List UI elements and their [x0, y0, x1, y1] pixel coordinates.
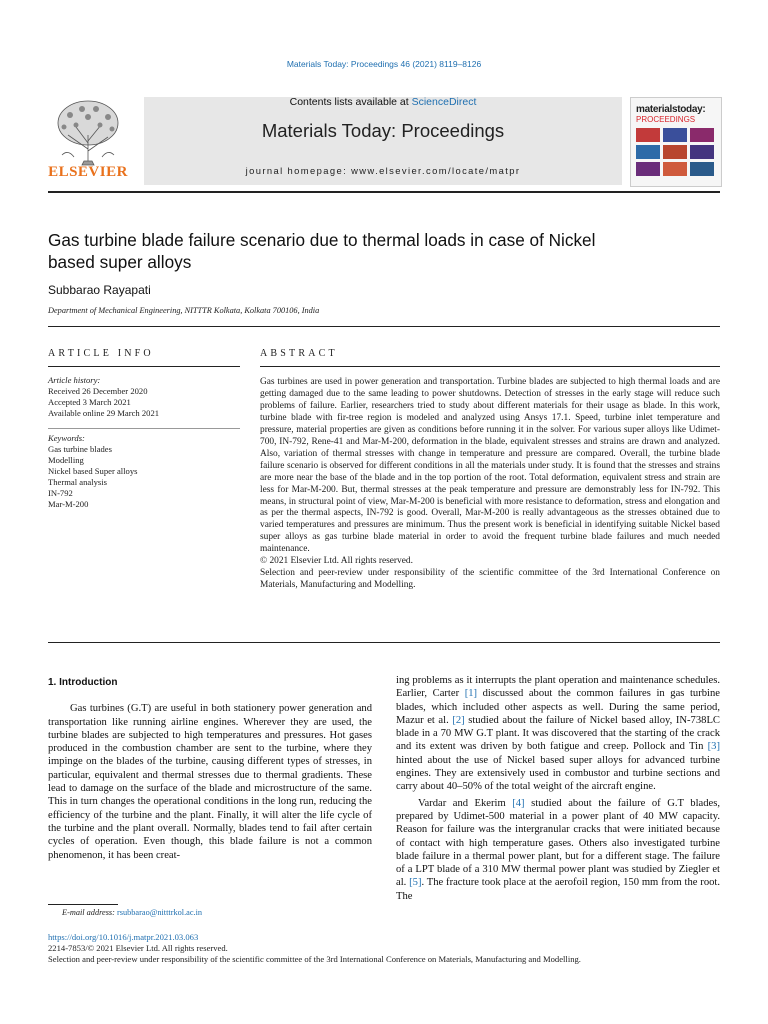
issn-copyright: 2214-7853/© 2021 Elsevier Ltd. All rights reserved.: [48, 943, 228, 953]
journal-banner: [144, 97, 622, 185]
article-title-line-2: based super alloys: [48, 252, 192, 272]
citation-ref-5[interactable]: [5]: [409, 877, 422, 889]
keyword: Mar-M-200: [48, 499, 89, 509]
affiliation: Department of Mechanical Engineering, NITTTR Kolkata, Kolkata 700106, India: [48, 306, 320, 315]
abstract-peer-review: Selection and peer-review under responsibility of the scientific committee of the 3rd International Conference on Materials, Manufacturing and Modelling.: [260, 568, 720, 591]
citation-ref-2[interactable]: [2]: [452, 714, 465, 726]
keyword: Modelling: [48, 455, 84, 465]
journal-citation[interactable]: Materials Today: Proceedings 46 (2021) 8119–8126: [286, 59, 482, 69]
header-rule: [48, 191, 720, 193]
received-date: Received 26 December 2020: [48, 386, 148, 396]
contents-prefix: Contents lists available at: [289, 96, 412, 108]
history-label: Article history:: [48, 375, 101, 385]
article-title-line-1: Gas turbine blade failure scenario due to thermal loads in case of Nickel: [48, 230, 596, 250]
citation-ref-4[interactable]: [4]: [512, 797, 525, 809]
abstract-text: Gas turbines are used in power generation and transportation. Turbine blades are subjected to high thermal loads and are getting damaged due to the same leading to power shutdowns. Detection of stresses in the early stage will reduce such problems of failure. Earlier, researchers tried to study about different materials for their usage as blade. In this work, turbine blade with fir-tree region is modeled and analyzed using Ansys 17.1. Speed, turbine inlet temperature and pressure, material properties are given as conditions before running it in the solver. For various super alloys like Udimet-700, IN-792, Rene-41 and Mar-M-200, deformation in the blade, equivalent stresses and strains are drawn and analyzed. Also, variation of thermal stresses with change in temperature and pressure are compared. Overall, the turbine blade failure scenario is observed for different conditions in all the materials under study. It is found that the stresses and strains are more near the base of the blade and in the top portion of the root. Total deformation, equivalent stress and strain are less for Mar-M-200. But, thermal stresses at the peak temperature and pressure are demonstrably less for IN-792. This means, in structural point of view, Mar-M-200 is beneficial with more resistance to deformation, stress and elongation and as per the thermal aspects, IN-792 is good. Overall, Mar-M-200 is really advantageous as the stresses obtained due to varied temperatures and pressures are minimum. Thus the present work is beneficial in identifying suitable Nickel based super alloys as gas turbine blade material in order to avoid the frequent turbine blade failures and much needed maintenance.: [260, 377, 720, 555]
cover-subtitle: PROCEEDINGS: [636, 115, 696, 124]
footer-selection: Selection and peer-review under responsibility of the scientific committee of the 3rd International Conference on Materials, Manufacturing and Modelling.: [48, 954, 581, 964]
abstract-heading: ABSTRACT: [260, 348, 338, 359]
footnote-rule: [48, 904, 118, 905]
article-title: [48, 229, 720, 273]
intro-left-column: [48, 676, 372, 862]
title-rule: [48, 326, 720, 327]
sciencedirect-link[interactable]: ScienceDirect: [411, 96, 477, 108]
article-info-heading: ARTICLE INFO: [48, 348, 154, 359]
abstract-rule: [260, 366, 720, 367]
journal-title: Materials Today: Proceedings: [261, 120, 505, 141]
keyword: Gas turbine blades: [48, 444, 112, 454]
intro-paragraph-3: Vardar and Ekerim [4] studied about the failure of G.T blades, prepared by Udimet-500 material in a power plant of 40 MW capacity. Reason for failure was the intergranular cracks that were initiated because of contact with high temperature gases. Others also investigated turbine blade failure in a thermal power plant, but for a different stage. The failure of a LPT blade of a 310 MW thermal power plant was studied by Ziegler et al. [5]. The fracture took place at the aerofoil region, 150 mm from the root. The: [396, 797, 721, 902]
abstract-body: [260, 377, 720, 592]
article-history: [48, 375, 248, 419]
section-heading-introduction: 1. Introduction: [48, 677, 118, 688]
journal-homepage[interactable]: journal homepage: www.elsevier.com/locate/matpr: [245, 165, 521, 176]
cover-title: materialstoday:: [636, 104, 706, 115]
keyword: Nickel based Super alloys: [48, 466, 138, 476]
email-label: E-mail address:: [62, 908, 117, 917]
keyword: Thermal analysis: [48, 477, 107, 487]
citation-ref-3[interactable]: [3]: [707, 741, 720, 753]
abstract-copyright: © 2021 Elsevier Ltd. All rights reserved.: [260, 556, 413, 567]
keyword: IN-792: [48, 488, 73, 498]
keywords: [48, 433, 248, 510]
doi-link[interactable]: https://doi.org/10.1016/j.matpr.2021.03.063: [48, 932, 199, 942]
keywords-label: Keywords:: [48, 433, 85, 443]
online-date: Available online 29 March 2021: [48, 408, 160, 418]
author-email-link[interactable]: rsubbarao@nitttrkol.ac.in: [117, 908, 203, 917]
abstract-bottom-rule: [48, 642, 720, 643]
intro-right-column: [396, 674, 720, 903]
citation-ref-1[interactable]: [1]: [464, 688, 478, 700]
intro-paragraph-2: ing problems as it interrupts the plant operation and maintenance schedules. Earlier, Carter [1] discussed about the common failures in gas turbine blades, which included other aspects as well. During the same period, Mazur et al. [2] studied about the failure of Nickel based alloy, IN-738LC blade in a 70 MW G.T plant. It was discovered that the starting of the crack and its extent was driven by both fatigue and creep. Pollock and Tin [3] hinted about the use of Nickel based super alloys for advanced turbine engines. They are extensively used in combustor and turbine sections and carry about 40–50% of the total weight of the aircraft engine.: [396, 675, 721, 793]
publisher-name: ELSEVIER: [48, 164, 128, 180]
intro-paragraph-1: Gas turbines (G.T) are useful in both stationery power generation and transportation like running airline engines. Wherever they are used, the turbine blades are subjected to high temperatures and pressures. Hot gases produced in the combustion chamber are sent to the turbine, where they impinge on the blades of the turbine, causing different types of stresses, in particular, equivalent and thermal stresses due to thermal gradients. These lead to damage on the surface of the blade and microstructure of the same. This in turn changes the operational conditions in the long run, reducing the efficiency of the turbine and the plant. Finally, it will alter the life cycle of the turbine and the plant overall. Normally, blades tend to fail after certain cycles of operation. Even though, this blade failure is not a common phenomenon, it has been creat-: [48, 703, 372, 861]
journal-cover-thumbnail[interactable]: [630, 97, 722, 187]
contents-line: [144, 96, 622, 108]
article-info-rule: [48, 366, 240, 367]
keywords-rule: [48, 428, 240, 429]
accepted-date: Accepted 3 March 2021: [48, 397, 131, 407]
footnote-email: [62, 908, 202, 917]
cover-image-grid: [636, 128, 714, 176]
page-footer: [48, 932, 728, 965]
author-name[interactable]: Subbarao Rayapati: [48, 283, 151, 297]
